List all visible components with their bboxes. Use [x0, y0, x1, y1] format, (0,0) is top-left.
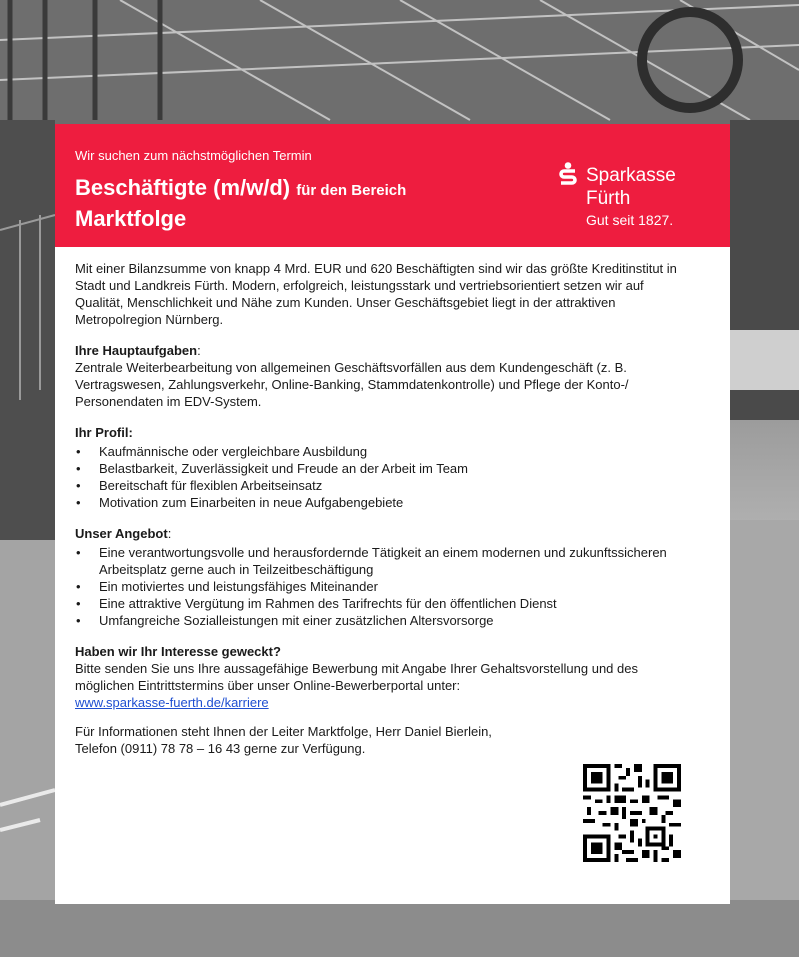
interest-text: Bitte senden Sie uns Ihre aussagefähige Bewerbung mit Angabe Ihrer Gehaltsvorstellung und des möglichen Eintrittstermins über unser Online-Bewerberportal unter:: [75, 661, 638, 693]
job-title: [75, 174, 495, 233]
contact-line-1: Für Informationen steht Ihnen der Leiter Marktfolge, Herr Daniel Bierlein,: [75, 724, 492, 739]
profile-list: [75, 443, 695, 511]
job-title-main: Beschäftigte (m/w/d): [75, 175, 291, 200]
logo-city: Fürth: [586, 188, 631, 209]
sparkasse-logo: [558, 160, 718, 230]
offer-list: [75, 544, 695, 629]
interest-heading: Haben wir Ihr Interesse geweckt?: [75, 644, 281, 659]
intro-text: Mit einer Bilanzsumme von knapp 4 Mrd. EUR und 620 Beschäftigten sind wir das größte Kreditinstitut in Stadt und Landkreis Fürth. Modern, erfolgreich, leistungsstark und vertriebsorientiert setzen wir auf Qualität, Menschlichkeit und Nähe zum Kunden. Unser Geschäftsgebiet liegt in der attraktiven Metropolregion Nürnberg.: [75, 261, 677, 327]
list-item: • Eine verantwortungsvolle und herausfordernde Tätigkeit an einem modernen und zukunftssicheren Arbeitsplatz gerne auch in Teilzeitbeschäftigung: [75, 544, 695, 578]
job-title-line2: Marktfolge: [75, 206, 187, 231]
tasks-text: Zentrale Weiterbearbeitung von allgemeinen Geschäftsvorfällen aus dem Kundengeschäft (z. B. Vertragswesen, Zahlungsverkehr, Online-Banking, Stammdatenkontrolle) und Pflege der Konto-/ Personendaten im EDV-System.: [75, 360, 629, 409]
logo-tagline: Gut seit 1827.: [586, 212, 674, 228]
career-portal-link[interactable]: www.sparkasse-fuerth.de/karriere: [75, 695, 269, 710]
list-item: • Belastbarkeit, Zuverlässigkeit und Freude an der Arbeit im Team: [75, 460, 695, 477]
ad-header: [55, 124, 730, 247]
job-ad-card: [55, 124, 730, 904]
sparkasse-s-icon: [558, 162, 578, 188]
list-item: • Umfangreiche Sozialleistungen mit einer zusätzlichen Altersvorsorge: [75, 612, 695, 629]
offer-heading: Unser Angebot:: [75, 526, 172, 541]
ad-body: [75, 260, 695, 757]
qr-code-icon[interactable]: [583, 764, 681, 862]
list-item: • Eine attraktive Vergütung im Rahmen des Tarifrechts für den öffentlichen Dienst: [75, 595, 695, 612]
profile-heading: Ihr Profil:: [75, 425, 133, 440]
header-kicker: Wir suchen zum nächstmöglichen Termin: [75, 148, 312, 163]
list-item: • Ein motiviertes und leistungsfähiges Miteinander: [75, 578, 695, 595]
list-item: • Motivation zum Einarbeiten in neue Aufgabengebiete: [75, 494, 695, 511]
logo-brand: Sparkasse: [586, 165, 676, 186]
contact-line-2: Telefon (0911) 78 78 – 16 43 gerne zur Verfügung.: [75, 741, 366, 756]
list-item: • Kaufmännische oder vergleichbare Ausbildung: [75, 443, 695, 460]
tasks-heading: Ihre Hauptaufgaben:: [75, 343, 201, 358]
list-item: • Bereitschaft für flexiblen Arbeitseinsatz: [75, 477, 695, 494]
job-title-sub: für den Bereich: [296, 182, 407, 199]
